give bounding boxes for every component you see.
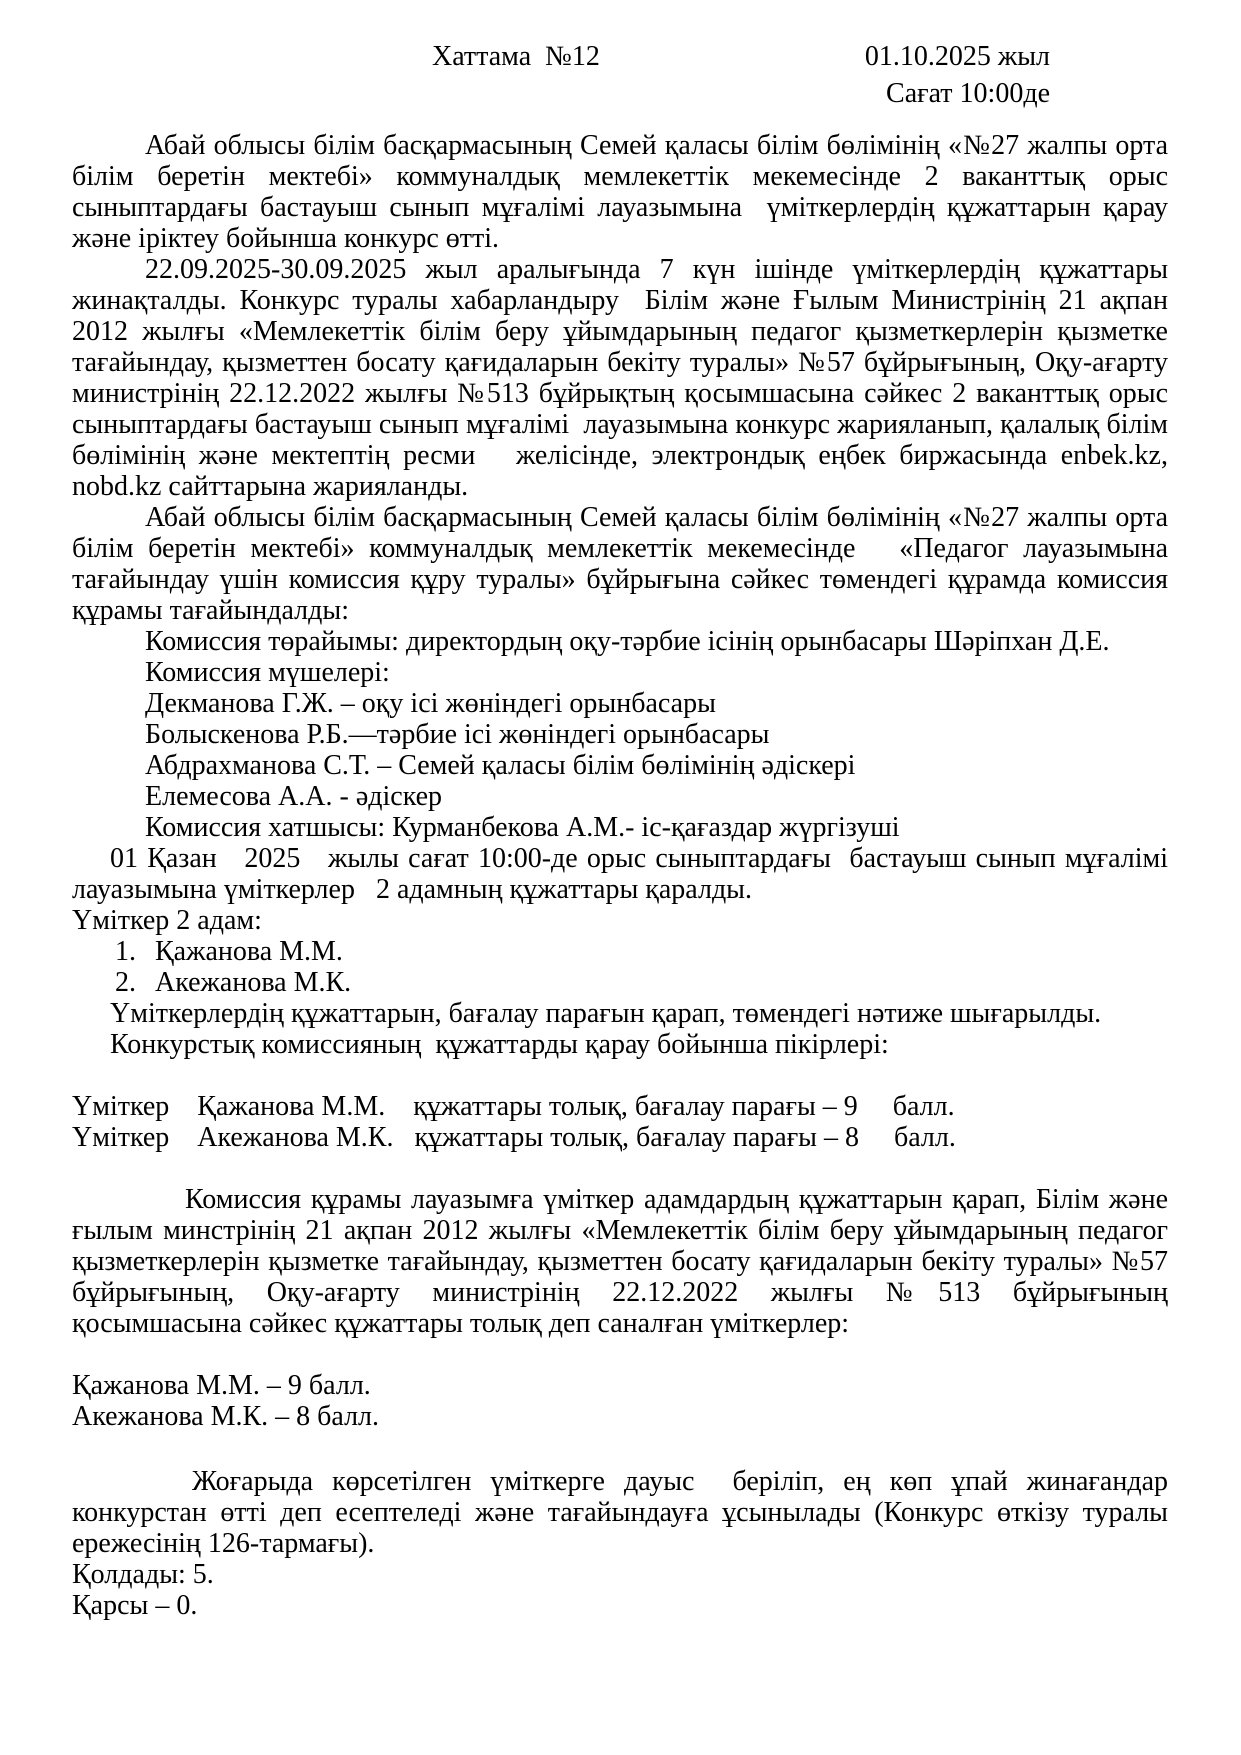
score-line-1: Үміткер Қажанова М.М. құжаттары толық, бағалау парағы – 9 балл. [72,1091,955,1122]
candidate-number: 1. [115,936,136,967]
paragraph-conclusion: Комиссия құрамы лауазымға үміткер адамдардың құжаттарын қарап, Білім және ғылым минстрінің 21 ақпан 2012 жылғы «Мемлекеттік білім беру ұйымдарының педагог қызметкерлерін қызметке тағайындау, қызметтен босату қағидаларын бекіту туралы» №57 бұйрығының, Оқу-ағарту министрінің 22.12.2022 жылғы №513 бұйрығының қосымшасына сәйкес құжаттары толық деп саналған үміткерлер: [72,1184,1182,1339]
commission-member-3: Абдрахманова С.Т. – Семей қаласы білім бөлімінің әдіскері [145,750,856,781]
spacer [72,1432,1168,1466]
result-line: Үміткерлердің құжаттарын, бағалау парағын қарап, төмендегі нәтиже шығарылды. [110,998,1102,1029]
document-header [72,38,1168,112]
commission-chair-line: Комиссия төрайымы: директордың оқу-тәрбие ісінің орынбасары Шәріпхан Д.Е. [145,626,1110,657]
commission-secretary-line: Комиссия хатшысы: Курманбекова А.М.- іс-қағаздар жүргізуші [145,812,900,843]
commission-member-1: Декманова Г.Ж. – оқу ісі жөніндегі орынбасары [145,688,716,719]
candidate-list-item [72,936,1168,967]
vote-supported-line: Қолдады: 5. [72,1559,214,1590]
paragraph-commission-order: Абай облысы білім басқармасының Семей қаласы білім бөлімінің «№27 жалпы орта білім беретін мектебі» коммуналдық мемлекеттік мекемесінде «Педагог лауазымына тағайындау үшін комиссия құру туралы» бұйрығына сәйкес төмендегі құрамда комиссия құрамы тағайындалды: [72,502,1175,626]
score-line-2: Үміткер Акежанова М.К. құжаттары толық, бағалау парағы – 8 балл. [72,1122,956,1153]
final-score-2: Акежанова М.К. – 8 балл. [72,1401,380,1432]
candidate-name: Қажанова М.М. [155,936,343,967]
commission-members-label: Комиссия мүшелері: [145,657,390,688]
candidate-name: Акежанова М.К. [155,967,352,998]
candidate-number: 2. [115,967,136,998]
vote-against-line: Қарсы – 0. [72,1590,198,1621]
document-date: 01.10.2025 жыл [864,41,1050,72]
opinion-line: Конкурстық комиссияның құжаттарды қарау бойынша пікірлері: [110,1029,889,1060]
final-score-1: Қажанова М.М. – 9 балл. [72,1370,371,1401]
commission-member-4: Елемесова А.А. - әдіскер [145,781,443,812]
date-block [865,38,1050,112]
commission-member-2: Болыскенова Р.Б.—тәрбие ісі жөніндегі орынбасары [145,719,770,750]
document-time: Сағат 10:00де [886,78,1050,109]
document-title: Хаттама №12 [432,41,600,72]
spacer [72,1153,1168,1184]
spacer [72,1060,1168,1091]
paragraph-collection: 22.09.2025-30.09.2025 жыл аралығында 7 күн ішінде үміткерлердің құжаттары жинақталды. Конкурс туралы хабарландыру Білім және Ғылым Министрінің 21 ақпан 2012 жылғы «Мемлекеттік білім беру ұйымдарының педагог қызметкерлерін қызметке тағайындау, қызметтен босату қағидаларын бекіту туралы» №57 бұйрығының, Оқу-ағарту министрінің 22.12.2022 жылғы №513 бұйрықтың қосымшасына сәйкес 2 ваканттық орыс сыныптардағы бастауыш сынып мұғалімі лауазымына конкурс жарияланып, қалалық білім бөлімінің және мектептің ресми желісінде, электрондық еңбек биржасында enbek.kz, nobd.kz сайттарына жарияланды. [72,254,1175,502]
paragraph-intro: Абай облысы білім басқармасының Семей қаласы білім бөлімінің «№27 жалпы орта білім беретін мектебі» коммуналдық мемлекеттік мекемесінде 2 ваканттық орыс сыныптардағы бастауыш сынып мұғалімі лауазымына үміткерлердің құжаттарын қарау және іріктеу бойынша конкурс өтті. [72,130,1175,254]
candidates-label: Үміткер 2 адам: [72,905,262,936]
spacer [72,1339,1168,1370]
paragraph-vote: Жоғарыда көрсетілген үміткерге дауыс беріліп, ең көп ұпай жинағандар конкурстан өтті деп есептеледі және тағайындауға ұсынылады (Конкурс өткізу туралы ережесінің 126-тармағы). [72,1466,1175,1559]
candidate-list-item [72,967,1168,998]
paragraph-review: 01 Қазан 2025 жылы сағат 10:00-де орыс сыныптардағы бастауыш сынып мұғалімі лауазымына үміткерлер 2 адамның құжаттары қаралды. [72,843,1175,905]
